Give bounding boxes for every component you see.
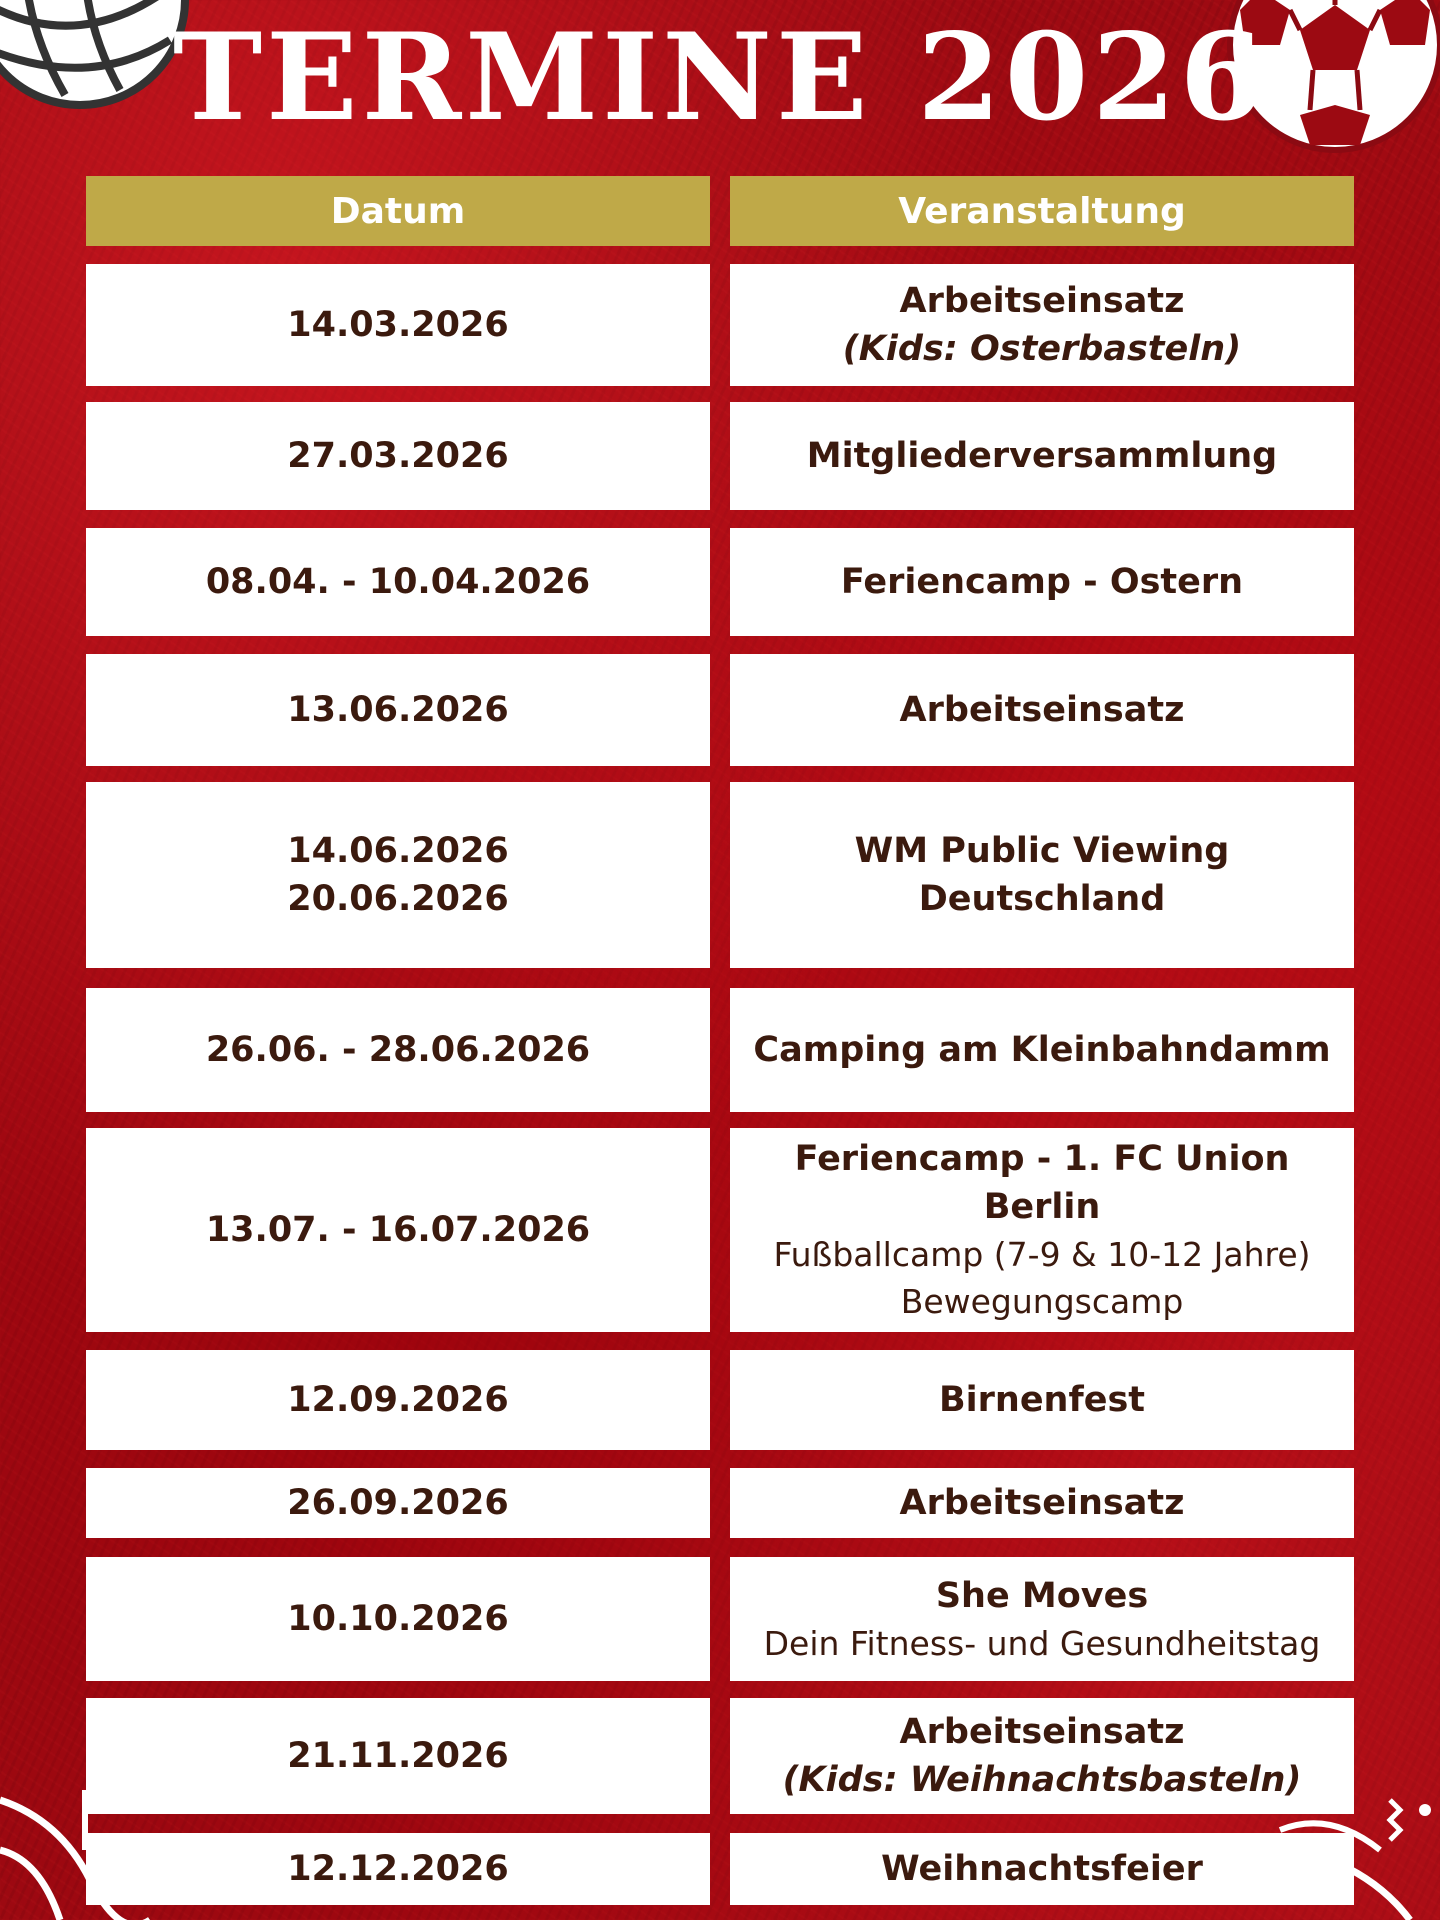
date-cell	[86, 1698, 710, 1814]
date-text: 08.04. - 10.04.2026	[205, 562, 591, 602]
event-cell	[730, 528, 1354, 636]
date-text: 26.09.2026	[287, 1483, 509, 1523]
event-cell	[730, 1350, 1354, 1450]
event-text: WM Public Viewing	[854, 831, 1230, 871]
date-cell	[86, 1468, 710, 1538]
date-text: 10.10.2026	[287, 1599, 509, 1639]
date-text: 13.07. - 16.07.2026	[205, 1210, 591, 1250]
event-text: Dein Fitness- und Gesundheitstag	[763, 1623, 1321, 1663]
event-text: Weihnachtsfeier	[881, 1849, 1203, 1889]
event-text: Feriencamp - 1. FC Union Berlin	[794, 1139, 1290, 1227]
column-header-date: Datum	[86, 176, 710, 246]
date-cell	[86, 988, 710, 1112]
date-cell	[86, 1350, 710, 1450]
event-text: Mitgliederversammlung	[806, 436, 1278, 476]
event-text: (Kids: Osterbasteln)	[842, 329, 1242, 369]
date-cell	[86, 1128, 710, 1332]
date-cell	[86, 782, 710, 968]
event-text: Fußballcamp (7-9 & 10-12 Jahre)	[773, 1235, 1311, 1274]
event-text: Bewegungscamp	[900, 1282, 1184, 1321]
event-cell	[730, 1128, 1354, 1332]
date-cell	[86, 1833, 710, 1905]
date-text: 13.06.2026	[287, 690, 509, 730]
date-cell	[86, 654, 710, 766]
event-cell	[730, 1468, 1354, 1538]
event-cell	[730, 402, 1354, 510]
column-header-event: Veranstaltung	[730, 176, 1354, 246]
event-cell	[730, 1557, 1354, 1681]
event-cell	[730, 264, 1354, 386]
date-text: 26.06. - 28.06.2026	[205, 1030, 591, 1070]
event-cell	[730, 1698, 1354, 1814]
event-cell	[730, 988, 1354, 1112]
date-text: 12.12.2026	[287, 1849, 509, 1889]
event-text: Arbeitseinsatz	[899, 1483, 1185, 1523]
event-text: Arbeitseinsatz	[899, 1712, 1185, 1752]
date-text: 14.03.2026	[287, 305, 509, 345]
date-text: 27.03.2026	[287, 436, 509, 476]
event-text: She Moves	[935, 1575, 1149, 1616]
event-text: Arbeitseinsatz	[899, 281, 1185, 321]
date-text: 12.09.2026	[287, 1380, 509, 1420]
date-text: 20.06.2026	[287, 879, 509, 919]
event-text: Deutschland	[918, 879, 1166, 919]
event-text: Camping am Kleinbahndamm	[753, 1030, 1331, 1070]
date-cell	[86, 528, 710, 636]
page-title: TERMINE 2026	[172, 7, 1268, 148]
event-cell	[730, 782, 1354, 968]
date-cell	[86, 264, 710, 386]
date-text: 14.06.2026	[287, 831, 509, 871]
event-text: Feriencamp - Ostern	[840, 562, 1244, 602]
event-text: (Kids: Weihnachtsbasteln)	[782, 1760, 1302, 1800]
date-cell	[86, 402, 710, 510]
event-text: Arbeitseinsatz	[899, 690, 1185, 730]
date-text: 21.11.2026	[287, 1736, 509, 1776]
date-cell	[86, 1557, 710, 1681]
event-cell	[730, 654, 1354, 766]
event-text: Birnenfest	[938, 1380, 1146, 1420]
event-cell	[730, 1833, 1354, 1905]
